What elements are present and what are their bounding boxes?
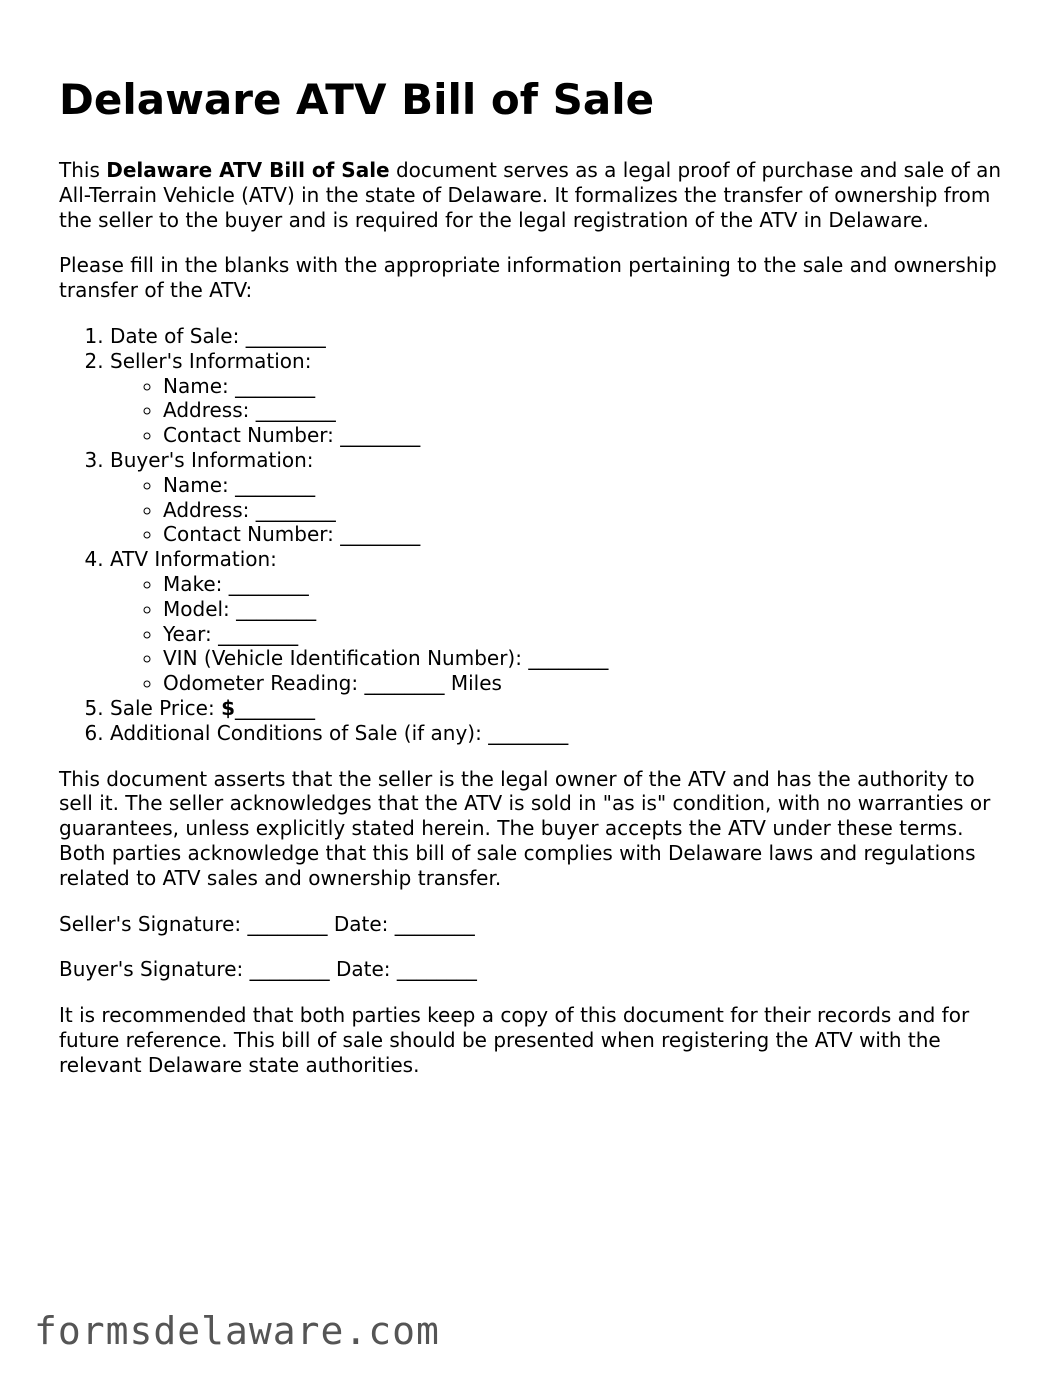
sale-price-label: Sale Price: [110, 695, 222, 720]
list-item-atv-info [110, 547, 1009, 696]
list-item-buyer-info [110, 448, 1009, 547]
seller-signature-line: Seller's Signature: ________ Date: ________ [59, 911, 475, 936]
atv-make-field: ◦ Make: ________ [163, 572, 1009, 597]
list-item-additional-conditions [110, 721, 1009, 746]
intro-bold-title: Delaware ATV Bill of Sale [106, 158, 390, 182]
instructions-paragraph: Please fill in the blanks with the appropriate information pertaining to the sale and ownership transfer of the ATV: [59, 253, 997, 303]
buyer-name-field: ◦ Name: ________ [163, 473, 1009, 498]
recommendation-paragraph: It is recommended that both parties keep a copy of this document for their records and for future reference. This bill of sale should be presented when registering the ATV with the relevant Delaware state authorities. [59, 1003, 970, 1077]
seller-info-heading: Seller's Information: [110, 348, 312, 373]
seller-info-list [110, 374, 1009, 448]
intro-lead: This [59, 158, 107, 182]
sale-price-currency: $ [221, 695, 235, 720]
intro-paragraph [59, 158, 1009, 232]
assertion-paragraph: This document asserts that the seller is the legal owner of the ATV and has the authority to sell it. The seller acknowledges that the ATV is sold in "as is" condition, with no warranties or guarantees, unless explicitly stated herein. The buyer accepts the ATV under these terms. Both parties acknowledge that this bill of sale complies with Delaware laws and regulations related to ATV sales and ownership transfer. [59, 766, 991, 890]
seller-contact-field: ◦ Contact Number: ________ [163, 423, 1009, 448]
buyer-contact-field: ◦ Contact Number: ________ [163, 522, 1009, 547]
buyer-info-heading: Buyer's Information: [110, 447, 314, 472]
date-of-sale-field: Date of Sale: ________ [110, 323, 326, 348]
seller-address-field: ◦ Address: ________ [163, 398, 1009, 423]
intro-rest: document serves as a legal proof of purchase and sale of an All-Terrain Vehicle (ATV) in the state of Delaware. It formalizes the transfer of ownership from the seller to the buyer and is required for the legal registration of the ATV in Delaware. [59, 158, 1002, 232]
atv-odometer-field: ◦ Odometer Reading: ________ Miles [163, 671, 1009, 696]
buyer-info-list [110, 473, 1009, 547]
atv-model-field: ◦ Model: ________ [163, 597, 1009, 622]
atv-info-list [110, 572, 1009, 696]
document-page [59, 72, 1009, 1099]
buyer-address-field: ◦ Address: ________ [163, 498, 1009, 523]
additional-conditions-field: Additional Conditions of Sale (if any): ________ [110, 720, 569, 745]
seller-name-field: ◦ Name: ________ [163, 374, 1009, 399]
list-item-seller-info [110, 349, 1009, 448]
atv-year-field: ◦ Year: ________ [163, 622, 1009, 647]
list-item-sale-price [110, 696, 1009, 721]
buyer-signature-line: Buyer's Signature: ________ Date: ________ [59, 957, 477, 982]
watermark-text: formsdelaware.com [34, 1309, 440, 1353]
list-item-date-of-sale [110, 324, 1009, 349]
atv-vin-field: ◦ VIN (Vehicle Identification Number): ________ [163, 646, 1009, 671]
atv-info-heading: ATV Information: [110, 547, 277, 572]
sale-price-blank: ________ [234, 695, 315, 720]
form-fields-list [59, 324, 1009, 746]
page-title: Delaware ATV Bill of Sale [59, 75, 655, 124]
